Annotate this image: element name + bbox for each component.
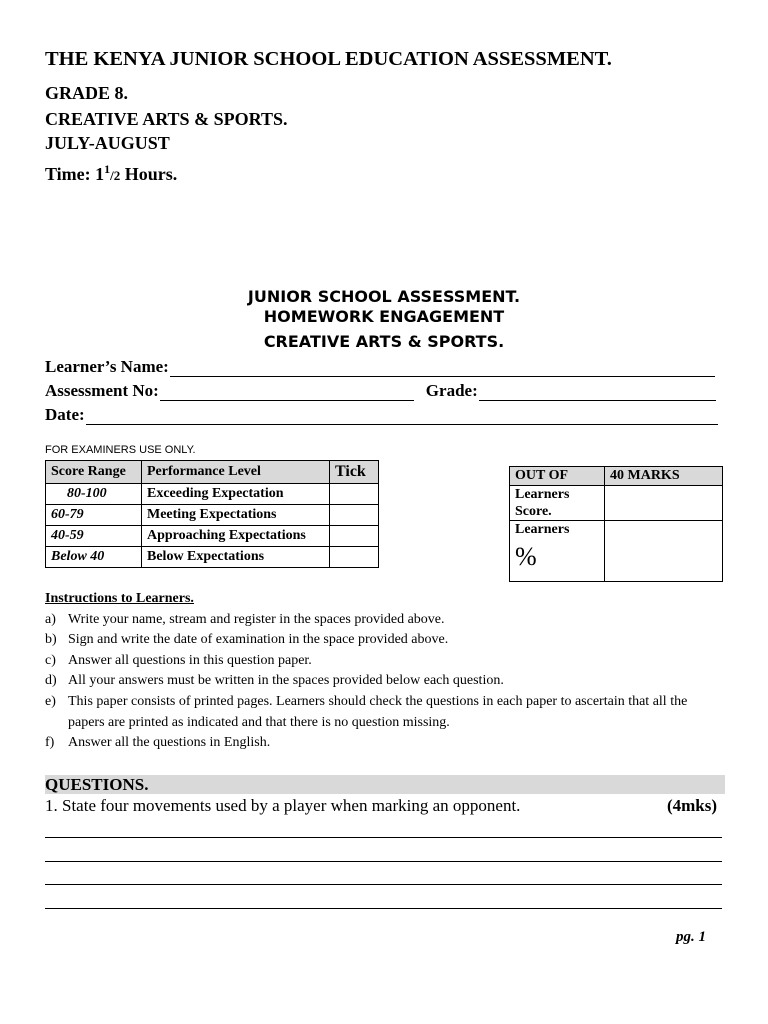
assessment-no-label: Assessment No:: [45, 381, 159, 400]
score-box-header: [510, 467, 723, 486]
score-range-cell: Below 40: [46, 547, 142, 568]
questions-heading: QUESTIONS.: [45, 775, 725, 794]
tick-cell[interactable]: [330, 547, 379, 568]
item-text: Write your name, stream and register in the spaces provided above.: [68, 611, 445, 627]
date-row: [45, 405, 718, 425]
item-letter: a): [45, 611, 56, 627]
item-letter: c): [45, 652, 56, 668]
score-range-cell: 60-79: [46, 505, 142, 526]
percent-symbol: %: [515, 542, 537, 571]
term-heading: JULY-AUGUST: [45, 133, 170, 153]
learner-name-field[interactable]: [170, 362, 715, 377]
answer-line[interactable]: [45, 861, 722, 862]
page-number: pg. 1: [676, 929, 706, 945]
learners-percent-row: [510, 521, 723, 582]
item-letter: e): [45, 693, 56, 709]
item-text: All your answers must be written in the spaces provided below each question.: [68, 673, 504, 689]
item-text: Answer all questions in this question paper.: [68, 652, 312, 668]
performance-level-cell: Meeting Expectations: [142, 505, 330, 526]
date-field[interactable]: [86, 410, 718, 425]
time-suffix: Hours.: [120, 164, 178, 184]
item-text: This paper consists of printed pages. Learners should check the questions in each paper to ascertain that all the papers are printed as indicated and that there is no question missing.: [68, 693, 688, 730]
subject-heading: CREATIVE ARTS & SPORTS.: [45, 109, 288, 129]
score-range-cell: 40-59: [46, 526, 142, 547]
date-label: Date:: [45, 405, 85, 424]
learner-name-label: Learner’s Name:: [45, 357, 169, 376]
answer-line[interactable]: [45, 884, 722, 885]
item-letter: f): [45, 735, 55, 751]
time-heading: [45, 162, 177, 185]
table-row: [46, 547, 379, 568]
instructions: [45, 589, 725, 754]
item-text: Sign and write the date of examination in the space provided above.: [68, 632, 449, 648]
time-fraction-den: /2: [110, 168, 121, 183]
question-1-marks: (4mks): [666, 796, 717, 815]
score-range-cell: 80-100: [46, 484, 142, 505]
center-title-3: CREATIVE ARTS & SPORTS.: [263, 332, 505, 351]
grade-field[interactable]: [479, 386, 716, 401]
center-title-1: JUNIOR SCHOOL ASSESSMENT.: [247, 287, 521, 306]
learners-percent-field[interactable]: [605, 521, 723, 582]
examiners-note: FOR EXAMINERS USE ONLY.: [45, 444, 196, 456]
answer-line[interactable]: [45, 837, 722, 838]
item-letter: d): [45, 673, 57, 689]
performance-level-cell: Exceeding Expectation: [142, 484, 330, 505]
total-marks: 40 MARKS: [605, 467, 723, 486]
performance-level-cell: Approaching Expectations: [142, 526, 330, 547]
center-title-2: HOMEWORK ENGAGEMENT: [263, 307, 505, 326]
performance-table-header: [46, 461, 379, 484]
learners-score-row: [510, 486, 723, 521]
assessment-no-field[interactable]: [160, 386, 414, 401]
table-row: [46, 526, 379, 547]
grade-label: Grade:: [425, 381, 478, 400]
item-text: Answer all the questions in English.: [68, 735, 271, 751]
out-of-label: OUT OF: [510, 467, 605, 486]
learners-percent-label: Learners: [515, 522, 570, 537]
assessment-title: THE KENYA JUNIOR SCHOOL EDUCATION ASSESSMENT.: [45, 48, 612, 70]
list-item: [45, 610, 725, 631]
list-item: [45, 733, 725, 754]
header-score-range: Score Range: [46, 461, 142, 484]
tick-cell[interactable]: [330, 484, 379, 505]
instructions-title: Instructions to Learners.: [45, 591, 194, 606]
table-row: [46, 505, 379, 526]
item-letter: b): [45, 632, 57, 648]
grade-heading: GRADE 8.: [45, 83, 129, 103]
question-1: [45, 796, 717, 816]
learners-score-field[interactable]: [605, 486, 723, 521]
question-1-text: 1. State four movements used by a player when marking an opponent.: [45, 796, 521, 815]
header-tick: Tick: [330, 461, 379, 484]
assessment-no-row: [45, 381, 716, 401]
table-row: [46, 484, 379, 505]
score-box: [509, 466, 723, 582]
instructions-list: [45, 610, 725, 754]
list-item: [45, 671, 725, 692]
list-item: [45, 651, 725, 672]
tick-cell[interactable]: [330, 526, 379, 547]
header-performance-level: Performance Level: [142, 461, 330, 484]
performance-level-cell: Below Expectations: [142, 547, 330, 568]
learners-percent-cell: [510, 521, 605, 582]
tick-cell[interactable]: [330, 505, 379, 526]
performance-table: [45, 460, 379, 568]
answer-line[interactable]: [45, 908, 722, 909]
time-prefix: Time: 1: [45, 164, 105, 184]
learners-score-label: Learners Score.: [510, 486, 605, 521]
learner-name-row: [45, 357, 715, 377]
time-fraction-num: 1: [104, 162, 111, 176]
list-item: [45, 692, 725, 733]
list-item: [45, 630, 725, 651]
